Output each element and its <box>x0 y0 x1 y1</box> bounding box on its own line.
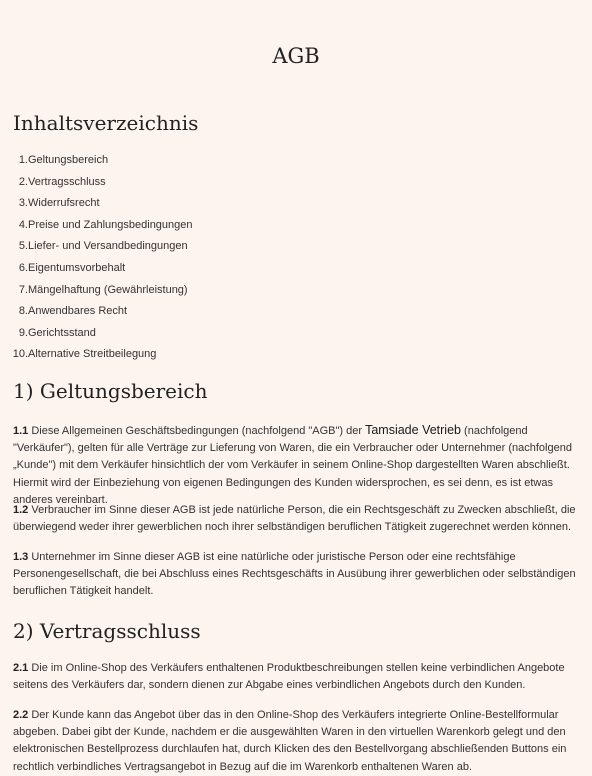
paragraph-text: Unternehmer im Sinne dieser AGB ist eine natürliche oder juristische Person oder eine rechtsfähige Personengesellschaft, die bei Abschluss eines Rechtsgeschäfts in Ausübung ihrer gewerblichen oder selbständigen beruflichen Tätigkeit handelt. <box>13 551 576 598</box>
toc-item-anwendbares-recht[interactable] <box>0 301 300 323</box>
toc-label: Geltungsbereich <box>28 154 109 166</box>
paragraph-1-2 <box>13 502 581 536</box>
table-of-contents <box>0 150 300 366</box>
paragraph-text: Die im Online-Shop des Verkäufers enthaltenen Produktbeschreibungen stellen keine verbindlichen Angebote seitens des Verkäufers dar, sondern dienen zur Abgabe eines verbindlichen Angebots durch den Kunden. <box>13 662 565 692</box>
toc-number: 10. <box>12 348 28 361</box>
paragraph-text: Der Kunde kann das Angebot über das in den Online-Shop des Verkäufers integrierte Online-Bestellformular abgeben. Dabei gibt der Kunde, nachdem er die ausgewählten Waren in den virtuellen Warenkorb gelegt und den elektronischen Bestellprozess durchlaufen hat, durch Klicken des den Bestellvorgang abschließenden Buttons ein rechtlich verbindliches Vertragsangebot in Bezug auf die im Warenkorb enthaltenen Waren ab. <box>13 709 567 773</box>
paragraph-number: 1.3 <box>13 551 29 563</box>
toc-number: 3. <box>18 197 28 210</box>
toc-item-eigentumsvorbehalt[interactable] <box>0 258 300 280</box>
toc-item-vertragsschluss[interactable] <box>0 172 300 194</box>
toc-heading: Inhaltsverzeichnis <box>13 111 199 135</box>
paragraph-1-3 <box>13 549 581 601</box>
paragraph-number: 2.2 <box>13 709 29 721</box>
toc-item-preise[interactable] <box>0 215 300 237</box>
toc-label: Liefer- und Versandbedingungen <box>28 240 188 253</box>
paragraph-number: 2.1 <box>13 662 29 674</box>
toc-number: 4. <box>18 218 28 231</box>
toc-number: 8. <box>18 305 28 318</box>
section-heading-geltungsbereich: 1) Geltungsbereich <box>13 379 208 403</box>
toc-number: 2. <box>18 175 28 188</box>
toc-label: Anwendbares Recht <box>28 305 128 318</box>
paragraph-number: 1.2 <box>13 504 29 516</box>
toc-item-gerichtsstand[interactable] <box>0 323 300 345</box>
paragraph-1-1 <box>13 422 581 509</box>
paragraph-text: Verbraucher im Sinne dieser AGB ist jede natürliche Person, die ein Rechtsgeschäft zu Zwecken abschließt, die überwiegend weder ihrer gewerblichen noch ihrer selbständigen beruflichen Tätigkeit zugerechnet werden können. <box>13 504 576 534</box>
toc-label: Gerichtsstand <box>28 326 96 339</box>
toc-label: Vertragsschluss <box>28 175 106 188</box>
toc-label: Eigentumsvorbehalt <box>28 261 126 274</box>
toc-number: 6. <box>18 261 28 274</box>
toc-number: 5. <box>18 240 28 253</box>
toc-number: 9. <box>18 326 28 339</box>
toc-number: 1. <box>18 154 28 166</box>
page-title: AGB <box>272 44 320 68</box>
toc-item-widerrufsrecht[interactable] <box>0 193 300 215</box>
paragraph-number: 1.1 <box>13 425 29 437</box>
toc-number: 7. <box>18 283 28 296</box>
company-name: Tamsiade Vetrieb <box>365 423 461 437</box>
toc-item-maengelhaftung[interactable] <box>0 280 300 302</box>
toc-label: Widerrufsrecht <box>28 197 100 210</box>
paragraph-2-1 <box>13 660 581 694</box>
paragraph-2-2 <box>13 707 581 776</box>
toc-label: Preise und Zahlungsbedingungen <box>28 218 193 231</box>
section-heading-vertragsschluss: 2) Vertragsschluss <box>13 619 201 643</box>
paragraph-text: Diese Allgemeinen Geschäftsbedingungen (nachfolgend "AGB") der <box>28 425 366 437</box>
toc-label: Mängelhaftung (Gewährleistung) <box>28 283 188 296</box>
toc-item-streitbeilegung[interactable] <box>0 344 300 366</box>
toc-item-geltungsbereich[interactable] <box>0 150 300 172</box>
toc-label: Alternative Streitbeilegung <box>28 348 157 361</box>
paragraph-text: (nachfolgend "Verkäufer"), gelten für alle Verträge zur Lieferung von Waren, die ein Verbraucher oder Unternehmer (nachfolgend „Kunde") mit dem Verkäufer hinsichtlich der vom Verkäufer in seinem Online-Shop dargestellten Waren abschließt. Hiermit wird der Einbeziehung von eigenen Bedingungen des Kunden widersprochen, es sei denn, es ist etwas anderes vereinbart. <box>13 425 572 506</box>
toc-item-lieferung[interactable] <box>0 236 300 258</box>
